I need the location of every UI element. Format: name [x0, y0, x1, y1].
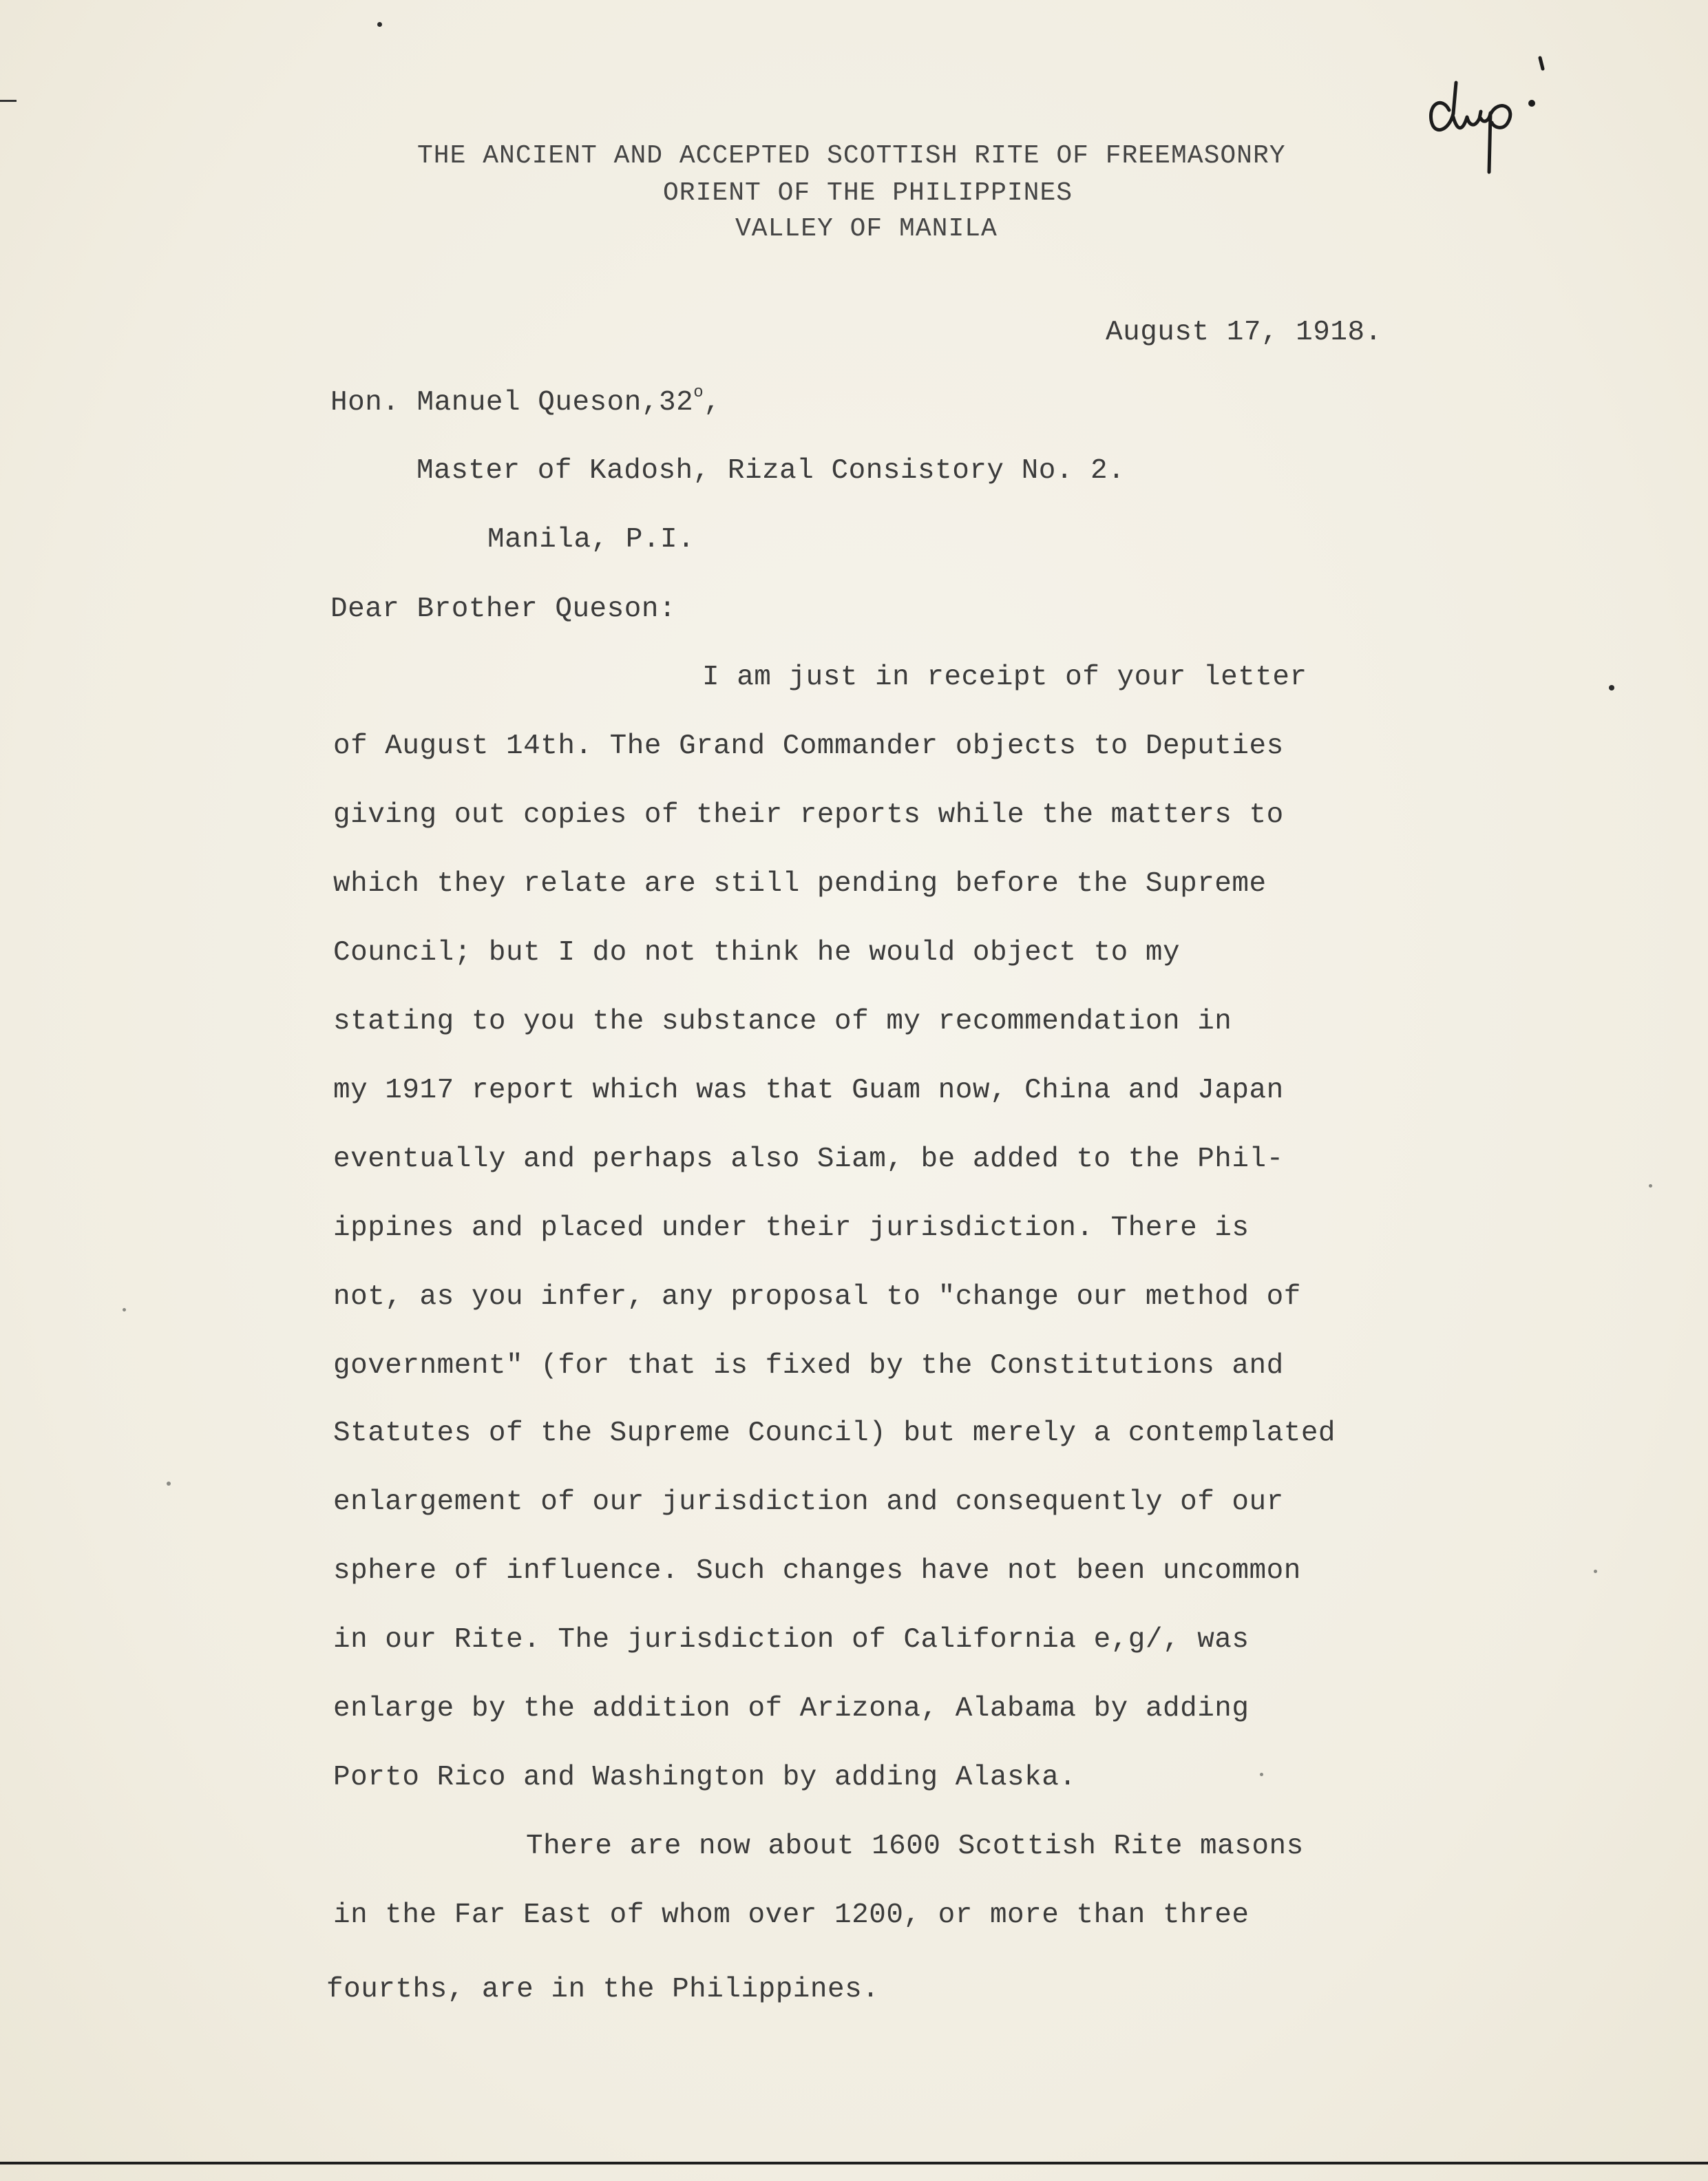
paper-speck: [1260, 1773, 1263, 1776]
body-line: of August 14th. The Grand Commander objects to Deputies: [333, 730, 1284, 762]
degree-mark: o: [693, 383, 704, 402]
body-line: my 1917 report which was that Guam now, China and Japan: [333, 1075, 1284, 1106]
body-line: stating to you the substance of my recommendation in: [333, 1006, 1232, 1037]
letterhead-line-1: THE ANCIENT AND ACCEPTED SCOTTISH RITE OF FREEMASONRY: [417, 141, 1286, 171]
body-line: Council; but I do not think he would object to my: [333, 937, 1181, 969]
paper-speck: [1609, 685, 1614, 691]
body-line: government" (for that is fixed by the Constitutions and: [333, 1350, 1284, 1382]
handwritten-dup-annotation: [1422, 55, 1580, 186]
body-line: enlarge by the addition of Arizona, Alabama by adding: [333, 1693, 1250, 1725]
salutation: Dear Brother Queson:: [330, 593, 677, 625]
recipient-name: [330, 383, 721, 419]
body-line: giving out copies of their reports while the matters to: [333, 799, 1284, 831]
body-line: not, as you infer, any proposal to "change our method of: [333, 1281, 1301, 1313]
letterhead-line-2: ORIENT OF THE PHILIPPINES: [663, 178, 1073, 208]
body-line: in the Far East of whom over 1200, or more than three: [333, 1899, 1250, 1931]
body-line: I am just in receipt of your letter: [702, 662, 1307, 693]
body-line: which they relate are still pending before the Supreme: [333, 868, 1267, 900]
body-line: sphere of influence. Such changes have not been uncommon: [333, 1555, 1301, 1587]
paper-speck: [167, 1482, 171, 1486]
body-line: ippines and placed under their jurisdiction. There is: [333, 1212, 1250, 1244]
recipient-city: Manila, P.I.: [487, 524, 695, 556]
recipient-name-comma: ,: [704, 387, 721, 419]
paper-speck: [123, 1308, 126, 1311]
body-line: Porto Rico and Washington by adding Alaska.: [333, 1762, 1077, 1793]
letterhead-line-3: VALLEY OF MANILA: [735, 214, 998, 244]
recipient-title: Master of Kadosh, Rizal Consistory No. 2.: [417, 455, 1126, 487]
page-edge-mark: [0, 100, 17, 102]
body-line: eventually and perhaps also Siam, be added to the Phil-: [333, 1144, 1284, 1175]
paper-speck: [1594, 1570, 1597, 1573]
letter-date: August 17, 1918.: [1106, 317, 1382, 348]
body-line: in our Rite. The jurisdiction of California e,g/, was: [333, 1624, 1250, 1656]
paper-speck: [377, 22, 382, 27]
body-line: enlargement of our jurisdiction and consequently of our: [333, 1486, 1284, 1518]
paper-speck: [1649, 1184, 1652, 1188]
recipient-name-text: Hon. Manuel Queson,32: [330, 387, 694, 419]
body-line: fourths, are in the Philippines.: [326, 1974, 880, 2005]
body-line: Statutes of the Supreme Council) but merely a contemplated: [333, 1418, 1336, 1449]
body-line: There are now about 1600 Scottish Rite masons: [526, 1831, 1304, 1862]
page-bottom-edge: [0, 2162, 1708, 2164]
